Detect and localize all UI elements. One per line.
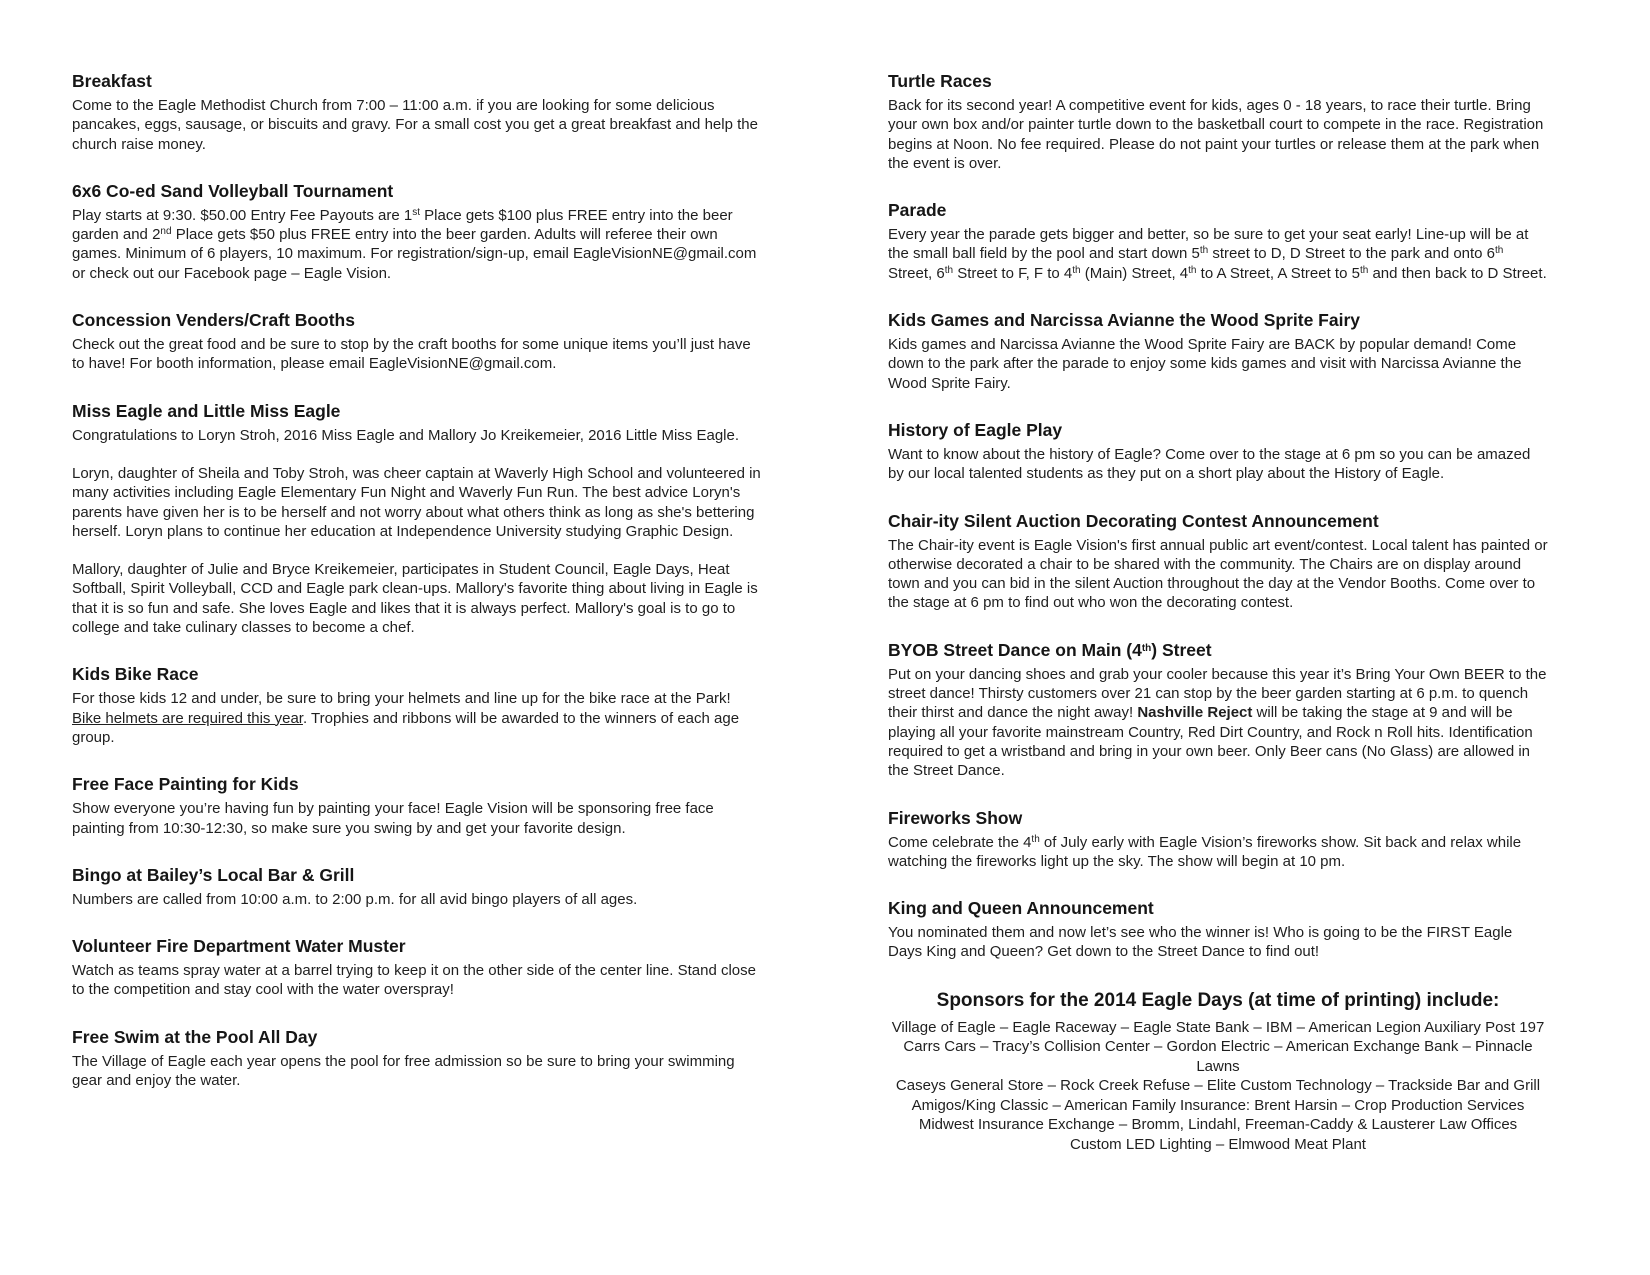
section-title: Miss Eagle and Little Miss Eagle — [72, 400, 341, 421]
section-turtle-races — [888, 71, 1548, 173]
sponsors-heading: Sponsors for the 2014 Eagle Days (at time of printing) include: — [936, 989, 1500, 1011]
section-title: Chair-ity Silent Auction Decorating Contest Announcement — [888, 510, 1379, 531]
sponsor-line: Midwest Insurance Exchange – Bromm, Lindahl, Freeman-Caddy & Lausterer Law Offices — [918, 1116, 1518, 1134]
sponsor-line: Caseys General Store – Rock Creek Refuse – Elite Custom Technology – Trackside Bar and Grill — [895, 1077, 1541, 1095]
right-column — [888, 71, 1548, 1181]
section-paragraph: Every year the parade gets bigger and better, so be sure to get your seat early! Line-up will be at the small ball field by the pool and start down 5th street to D, D Street to the park and onto 6th Street, 6th Street to F, F to 4th (Main) Street, 4th to A Street, A Street to 5th and then back to D Street. — [888, 226, 1547, 282]
section-paragraph: Numbers are called from 10:00 a.m. to 2:00 p.m. for all avid bingo players of all ages. — [72, 890, 638, 908]
section-title: Kids Bike Race — [72, 664, 199, 685]
section-title: Kids Games and Narcissa Avianne the Wood Sprite Fairy — [888, 310, 1360, 331]
section-title: Bingo at Bailey’s Local Bar & Grill — [72, 864, 355, 885]
section-concession-craft-booths — [72, 310, 762, 374]
section-title: Turtle Races — [888, 71, 992, 91]
section-water-muster — [72, 936, 762, 1000]
section-miss-eagle — [72, 401, 762, 638]
section-parade — [888, 200, 1548, 283]
sponsor-line: Carrs Cars – Tracy’s Collision Center – Gordon Electric – American Exchange Bank – Pinnacle Lawns — [903, 1038, 1533, 1075]
sponsor-line: Village of Eagle – Eagle Raceway – Eagle State Bank – IBM – American Legion Auxiliary Post 197 — [891, 1018, 1545, 1036]
section-chair-ity-auction — [888, 511, 1548, 613]
section-free-swim — [72, 1027, 762, 1091]
section-paragraph: Back for its second year! A competitive event for kids, ages 0 - 18 years, to race their turtle. Bring your own box and/or painter turtle down to the basketball court to compete in the race. Registration begins at Noon. No fee required. Please do not paint your turtles or release them at the park when the event is over. — [888, 97, 1544, 172]
sponsor-line: Amigos/King Classic – American Family Insurance: Brent Harsin – Crop Production Services — [911, 1096, 1525, 1114]
section-paragraph: Come to the Eagle Methodist Church from 7:00 – 11:00 a.m. if you are looking for some delicious pancakes, eggs, sausage, or biscuits and gravy. For a small cost you get a great breakfast and help the church raise money. — [72, 97, 758, 153]
section-paragraph: Loryn, daughter of Sheila and Toby Stroh, was cheer captain at Waverly High School and volunteered in many activities including Eagle Elementary Fun Night and Waverly Fun Run. The best advice Loryn's parents have given her is to be herself and not worry about what others think as long as she's bettering herself. Loryn plans to continue her education at Independence University studying Graphic Design. — [72, 464, 761, 540]
section-paragraph: The Village of Eagle each year opens the pool for free admission so be sure to bring your swimming gear and enjoy the water. — [72, 1052, 735, 1090]
section-title: Volunteer Fire Department Water Muster — [72, 936, 406, 957]
section-paragraph: Come celebrate the 4th of July early with Eagle Vision’s fireworks show. Sit back and relax while watching the fireworks light up the sky. The show will begin at 10 pm. — [888, 833, 1522, 870]
section-kids-games-fairy — [888, 310, 1548, 393]
section-paragraph: Watch as teams spray water at a barrel trying to keep it on the other side of the center line. Stand close to the competition and stay cool with the water overspray! — [72, 962, 756, 999]
section-bingo — [72, 865, 762, 909]
section-paragraph: Show everyone you’re having fun by painting your face! Eagle Vision will be sponsoring free face painting from 10:30-12:30, so make sure you swing by and get your favorite design. — [72, 800, 714, 837]
section-title: Free Face Painting for Kids — [72, 774, 299, 795]
section-kids-bike-race — [72, 664, 762, 747]
section-paragraph: Put on your dancing shoes and grab your cooler because this year it’s Bring Your Own BEER to the street dance! Thirsty customers over 21 can stop by the beer garden starting at 6 p.m. to quench their thirst and dance the night away! Nashville Reject will be taking the stage at 9 and will be playing all your favorite mainstream Country, Red Dirt Country, and Rock n Roll hits. Identification required to get a wristband and bring in your own beer. Only Beer cans (No Glass) are allowed in the Street Dance. — [888, 665, 1547, 780]
section-paragraph: Want to know about the history of Eagle? Come over to the stage at 6 pm so you can be amazed by our local talented students as they put on a short play about the History of Eagle. — [888, 445, 1531, 483]
section-breakfast — [72, 71, 762, 154]
section-paragraph: The Chair-ity event is Eagle Vision's first annual public art event/contest. Local talent has painted or otherwise decorated a chair to be shared with the community. The Chairs are on display around town and you can bid in the silent Auction throughout the day at the Vendor Booths. Come over to the stage at 6 pm to find out who won the decorating contest. — [888, 536, 1548, 612]
section-paragraph: You nominated them and now let’s see who the winner is! Who is going to be the FIRST Eagle Days King and Queen? Get down to the Street Dance to find out! — [888, 924, 1513, 961]
section-title: 6x6 Co-ed Sand Volleyball Tournament — [72, 180, 394, 201]
section-sponsors — [888, 989, 1548, 1155]
section-history-play — [888, 420, 1548, 484]
section-byob-street-dance — [888, 640, 1548, 781]
section-title: Free Swim at the Pool All Day — [72, 1026, 318, 1047]
section-paragraph: Play starts at 9:30. $50.00 Entry Fee Payouts are 1st Place gets $100 plus FREE entry into the beer garden and 2nd Place gets $50 plus FREE entry into the beer garden. Adults will referee their own games. Minimum of 6 players, 10 maximum. For registration/sign-up, email EagleVisionNE@gmail.com or check out our Facebook page – Eagle Vision. — [72, 206, 757, 282]
section-king-queen — [888, 898, 1548, 962]
sponsor-line: Custom LED Lighting – Elmwood Meat Plant — [1070, 1135, 1366, 1153]
section-paragraph: For those kids 12 and under, be sure to bring your helmets and line up for the bike race at the Park! Bike helmets are required this year. Trophies and ribbons will be awarded to the winners of each age group. — [72, 690, 740, 746]
section-title: BYOB Street Dance on Main (4th) Street — [888, 639, 1212, 660]
left-column — [72, 71, 762, 1117]
section-paragraph: Mallory, daughter of Julie and Bryce Kreikemeier, participates in Student Council, Eagle Days, Heat Softball, Spirit Volleyball, CCD and Eagle park clean-ups. Mallory's favorite thing about living in Eagle is that it is so fun and safe. She loves Eagle and likes that it is always perfect. Mallory's goal is to go to college and take culinary classes to become a chef. — [72, 561, 758, 637]
section-title: Fireworks Show — [888, 807, 1023, 828]
section-volleyball-tournament — [72, 181, 762, 283]
section-paragraph: Check out the great food and be sure to stop by the craft booths for some unique items you’ll just have to have! For booth information, please email EagleVisionNE@gmail.com. — [72, 336, 751, 373]
section-paragraph: Congratulations to Loryn Stroh, 2016 Miss Eagle and Mallory Jo Kreikemeier, 2016 Little Miss Eagle. — [72, 426, 740, 444]
section-face-painting — [72, 774, 762, 838]
section-title: History of Eagle Play — [888, 419, 1063, 440]
section-fireworks-show — [888, 808, 1548, 872]
section-title: King and Queen Announcement — [888, 898, 1154, 919]
section-title: Parade — [888, 200, 947, 221]
section-title: Breakfast — [72, 71, 152, 91]
section-paragraph: Kids games and Narcissa Avianne the Wood Sprite Fairy are BACK by popular demand! Come down to the park after the parade to enjoy some kids games and visit with Narcissa Avianne the Wood Sprite Fairy. — [888, 336, 1522, 392]
section-title: Concession Venders/Craft Booths — [72, 310, 355, 331]
